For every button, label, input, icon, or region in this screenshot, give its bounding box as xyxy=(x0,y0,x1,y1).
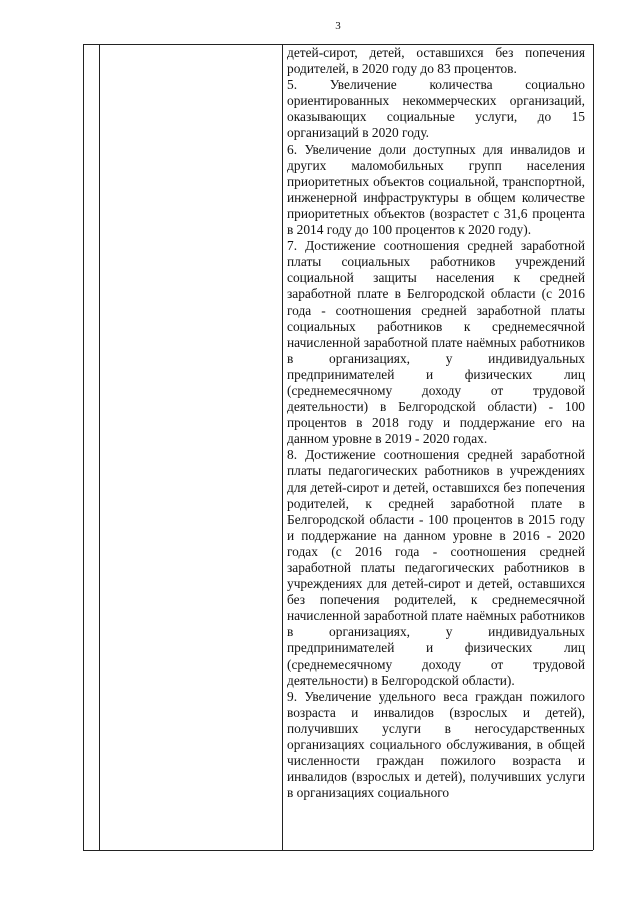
indicators-cell xyxy=(287,45,585,847)
indicator-paragraph-9: 9. Увеличение удельного веса граждан пожилого возраста и инвалидов (взрослых и детей), получивших услуги в негосударственных организациях социального обслуживания, в общей численности граждан пожилого возраста и инвалидов (взрослых и детей), получивших услуги в организациях социального xyxy=(287,688,585,801)
table-first-column-divider xyxy=(99,44,100,850)
table-right-border xyxy=(593,44,594,850)
indicator-paragraph-5: 5. Увеличение количества социально ориентированных некоммерческих организаций, оказывающих социальные услуги, до 15 организаций в 2020 году. xyxy=(287,77,585,141)
page-number: 3 xyxy=(335,20,341,32)
indicator-paragraph-8: 8. Достижение соотношения средней заработной платы педагогических работников в учреждениях для детей-сирот и детей, оставшихся без попечения родителей, к средней заработной плате в Белгородской области - 100 процентов в 2015 году и поддержание на данном уровне в 2016 - 2020 годах (с 2016 года - соотношения средней заработной платы педагогических работников в учреждениях для детей-сирот и детей, оставшихся без попечения родителей, к среднемесячной начисленной заработной плате наёмных работников в организациях, у индивидуальных предпринимателей и физических лиц (среднемесячному доходу от трудовой деятельности) в Белгородской области). xyxy=(287,447,585,688)
table-second-column-divider xyxy=(282,44,283,850)
indicator-paragraph-7: 7. Достижение соотношения средней заработной платы социальных работников учреждений социальной защиты населения к средней заработной плате в Белгородской области (с 2016 года - соотношения средней заработной платы социальных работников к среднемесячной начисленной заработной плате наёмных работников в организациях, у индивидуальных предпринимателей и физических лиц (среднемесячному доходу от трудовой деятельности) в Белгородской области) - 100 процентов в 2018 году и поддержание его на данном уровне в 2019 - 2020 годах. xyxy=(287,238,585,447)
indicator-paragraph-6: 6. Увеличение доли доступных для инвалидов и других маломобильных групп населения приоритетных объектов социальной, транспортной, инженерной инфраструктуры в общем количестве приоритетных объектов (возрастет с 31,6 процента в 2014 году до 100 процентов к 2020 году). xyxy=(287,141,585,238)
indicator-paragraph-continuation: детей-сирот, детей, оставшихся без попечения родителей, в 2020 году до 83 процентов. xyxy=(287,45,585,77)
table-left-border xyxy=(83,44,84,850)
